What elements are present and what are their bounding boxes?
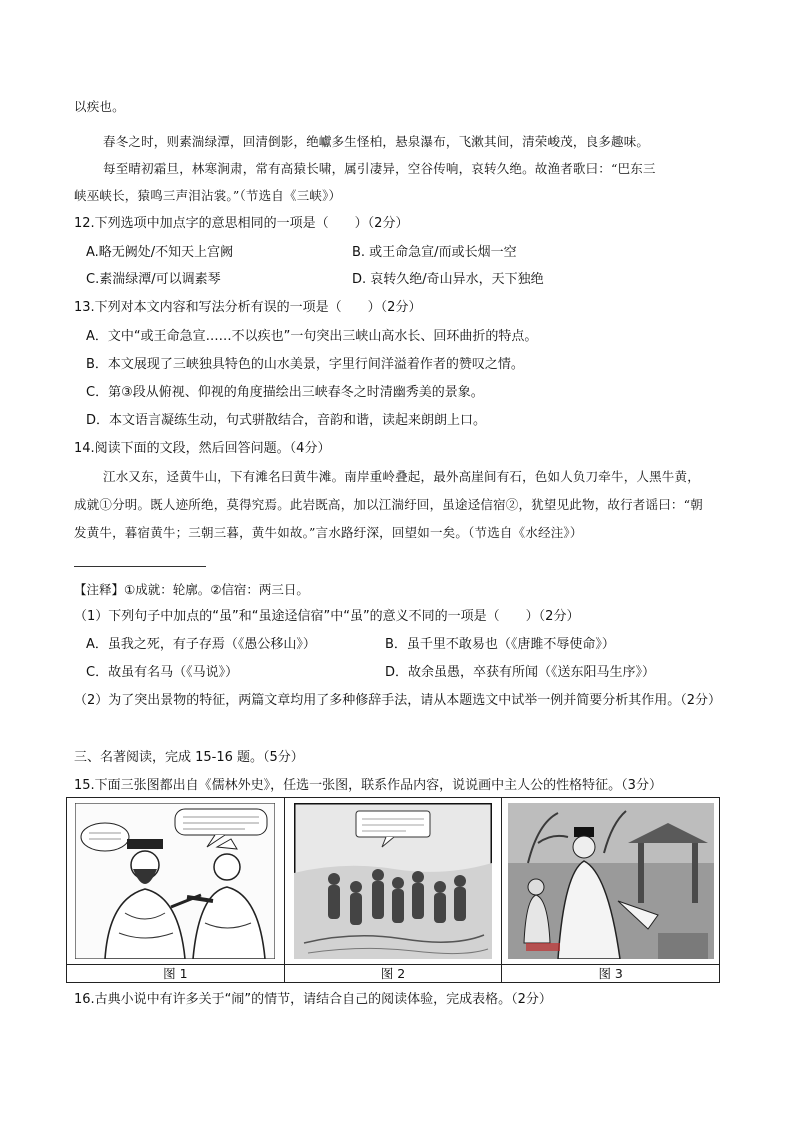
q14-sub1-option-b: B．虽千里不敢易也（《唐雎不辱使命》） <box>385 637 615 652</box>
passage-line-2: 每至晴初霜旦，林寒涧肃，常有高猿长啸，属引凄异，空谷传响，哀转久绝。故渔者歌曰：“巴东三 <box>103 161 656 176</box>
figure-3-caption: 图 3 <box>502 965 720 983</box>
q12-option-a: A.略无阙处/不知天上宫阙 <box>86 245 234 260</box>
q13-option-b: B．本文展现了三峡独具特色的山水美景，字里行间洋溢着作者的赞叹之情。 <box>86 357 524 372</box>
figure-1-caption: 图 1 <box>67 965 285 983</box>
section3-title: 三、名著阅读，完成 15-16 题。（5分） <box>74 750 304 765</box>
q15-stem: 15.下面三张图都出自《儒林外史》，任选一张图，联系作品内容，说说画中主人公的性格特征。（3分） <box>74 778 662 793</box>
q14-passage-line-3: 发黄牛，暮宿黄牛；三朝三暮，黄牛如故。”言水路纡深，回望如一矣。（节选自《水经注》） <box>74 525 583 540</box>
figure-1-cell <box>67 798 285 965</box>
figure-2-cell <box>284 798 502 965</box>
q12-stem: 12.下列选项中加点字的意思相同的一项是（ ）（2分） <box>74 216 409 231</box>
q13-option-c: C．第③段从俯视、仰视的角度描绘出三峡春冬之时清幽秀美的景象。 <box>86 385 484 400</box>
q12-option-b: B. 或王命急宣/而或长烟一空 <box>352 245 517 260</box>
q13-stem: 13.下列对本文内容和写法分析有误的一项是（ ）（2分） <box>74 300 422 315</box>
figure-3-illustration <box>508 803 714 959</box>
figure-table <box>66 797 720 983</box>
q14-passage-line-2: 成就①分明。既人迹所绝，莫得究焉。此岩既高，加以江湍纡回，虽途迳信宿②，犹望见此物，故行者谣曰：“朝 <box>74 497 703 512</box>
passage-line-0: 以疾也。 <box>74 99 125 114</box>
q12-option-d: D. 哀转久绝/奇山异水，天下独绝 <box>352 272 544 287</box>
q13-option-a: A．文中“或王命急宣……不以疾也”一句突出三峡山高水长、回环曲折的特点。 <box>86 329 538 344</box>
footnote: 【注释】①成就：轮廓。②信宿：两三日。 <box>74 582 309 597</box>
passage-line-1: 春冬之时，则素湍绿潭，回清倒影，绝巘多生怪柏，悬泉瀑布，飞漱其间，清荣峻茂，良多趣味。 <box>103 134 650 149</box>
q14-sub1-stem: （1）下列句子中加点的“虽”和“虽途迳信宿”中“虽”的意义不同的一项是（ ）（2分） <box>74 609 580 624</box>
q14-sub1-option-a: A．虽我之死，有子存焉（《愚公移山》） <box>86 637 316 652</box>
figure-2-illustration <box>294 803 492 959</box>
q14-sub2-stem: （2）为了突出景物的特征，两篇文章均用了多种修辞手法，请从本题选文中试举一例并简要分析其作用。（2分） <box>74 693 722 708</box>
figure-2-caption: 图 2 <box>284 965 502 983</box>
q12-option-c: C.素湍绿潭/可以调素琴 <box>86 272 221 287</box>
figure-1-illustration <box>75 803 275 959</box>
q13-option-d: D．本文语言凝练生动，句式骈散结合，音韵和谐，读起来朗朗上口。 <box>86 413 487 428</box>
passage-line-3: 峡巫峡长，猿鸣三声泪沾裳。”（节选自《三峡》） <box>74 188 342 203</box>
figure-3-cell <box>502 798 720 965</box>
q14-passage-line-1: 江水又东，迳黄牛山，下有滩名曰黄牛滩。南岸重岭叠起，最外高崖间有石，色如人负刀牵牛，人黑牛黄， <box>103 469 700 484</box>
q16-stem: 16.古典小说中有许多关于“闹”的情节，请结合自己的阅读体验，完成表格。（2分） <box>74 992 552 1007</box>
q14-stem: 14.阅读下面的文段，然后回答问题。（4分） <box>74 441 331 456</box>
q14-sub1-option-c: C．故虽有名马（《马说》） <box>86 665 239 680</box>
footnote-divider <box>74 566 206 567</box>
q14-sub1-option-d: D．故余虽愚，卒获有所闻（《送东阳马生序》） <box>385 665 656 680</box>
